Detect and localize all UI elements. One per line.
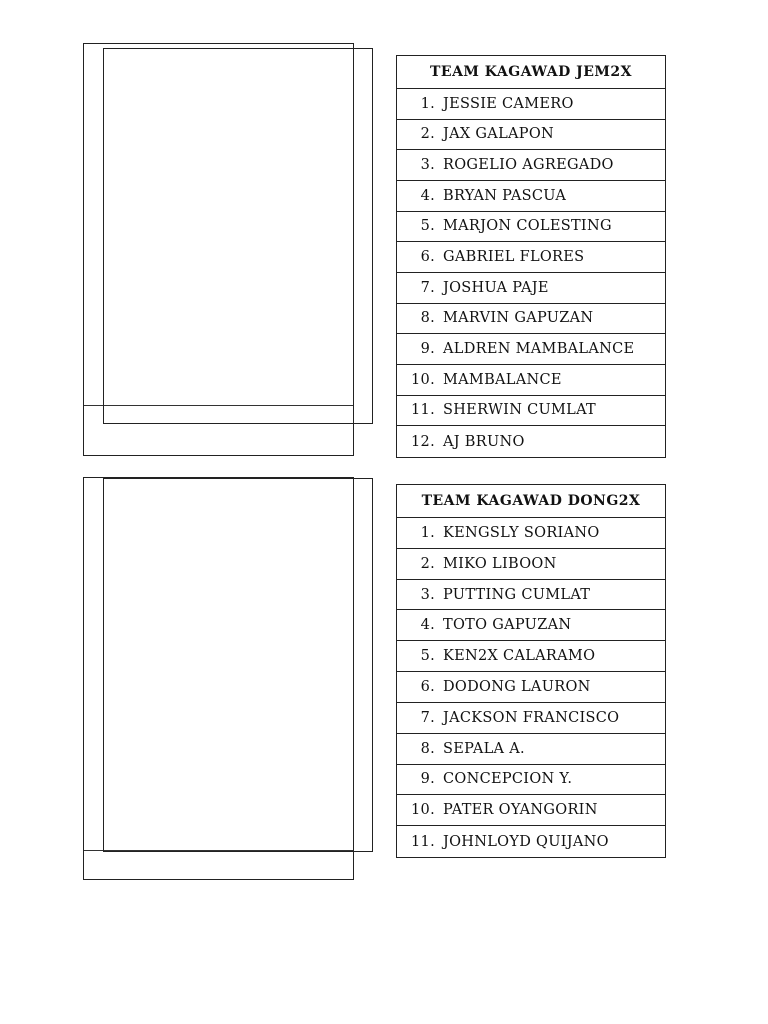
member-name: AJ BRUNO: [443, 433, 525, 450]
member-name: ROGELIO AGREGADO: [443, 157, 614, 174]
member-number: 4.: [420, 617, 435, 634]
member-row: [397, 365, 665, 396]
member-name: SEPALA A.: [443, 740, 525, 757]
member-row: [397, 181, 665, 212]
member-row: [397, 703, 665, 734]
member-number: 1.: [420, 95, 435, 112]
member-name: MAMBALANCE: [443, 371, 562, 388]
member-row: [397, 150, 665, 181]
member-name: MARJON COLESTING: [443, 218, 612, 235]
member-name: SHERWIN CUMLAT: [443, 402, 597, 419]
member-row: [397, 304, 665, 335]
member-number: 8.: [420, 310, 435, 327]
member-name: MARVIN GAPUZAN: [443, 310, 594, 327]
member-name: TOTO GAPUZAN: [443, 617, 572, 634]
member-row: [397, 120, 665, 151]
member-number: 6.: [420, 249, 435, 266]
member-row: [397, 610, 665, 641]
member-row: [397, 273, 665, 304]
member-row: [397, 334, 665, 365]
member-number: 12.: [411, 433, 435, 450]
member-row: [397, 580, 665, 611]
member-name: PATER OYANGORIN: [443, 802, 598, 819]
member-number: 10.: [411, 371, 435, 388]
member-name: JAX GALAPON: [443, 126, 555, 143]
member-name: JOSHUA PAJE: [443, 279, 549, 296]
member-row: [397, 212, 665, 243]
table-title: TEAM KAGAWAD JEM2X: [397, 56, 665, 89]
member-number: 7.: [420, 709, 435, 726]
member-row: [397, 518, 665, 549]
team-jem2x-table: [396, 55, 666, 458]
overlapped-team-panel-top-layer: [103, 48, 373, 424]
member-name: JESSIE CAMERO: [443, 95, 574, 112]
member-number: 1.: [420, 524, 435, 541]
member-number: 3.: [420, 157, 435, 174]
member-number: 3.: [420, 586, 435, 603]
member-number: 5.: [420, 648, 435, 665]
table-title: TEAM KAGAWAD DONG2X: [397, 485, 665, 518]
member-name: PUTTING CUMLAT: [443, 586, 591, 603]
member-row: [397, 765, 665, 796]
member-number: 9.: [420, 771, 435, 788]
member-number: 6.: [420, 678, 435, 695]
member-number: 8.: [420, 740, 435, 757]
member-name: GABRIEL FLORES: [443, 249, 585, 266]
member-name: ALDREN MAMBALANCE: [443, 341, 635, 358]
member-row: [397, 672, 665, 703]
member-name: MIKO LIBOON: [443, 555, 557, 572]
member-row: [397, 826, 665, 857]
member-number: 2.: [420, 126, 435, 143]
member-number: 2.: [420, 555, 435, 572]
member-name: KENGSLY SORIANO: [443, 524, 600, 541]
team-dong2x-table: [396, 484, 666, 858]
member-name: KEN2X CALARAMO: [443, 648, 596, 665]
member-name: CONCEPCION Y.: [443, 771, 573, 788]
member-name: BRYAN PASCUA: [443, 187, 567, 204]
member-row: [397, 795, 665, 826]
member-name: DODONG LAURON: [443, 678, 591, 695]
member-number: 5.: [420, 218, 435, 235]
overlapped-team-panel-bottom-layer: [103, 478, 373, 852]
member-number: 7.: [420, 279, 435, 296]
member-row: [397, 242, 665, 273]
member-row: [397, 89, 665, 120]
member-row: [397, 549, 665, 580]
member-number: 10.: [411, 802, 435, 819]
member-row: [397, 426, 665, 457]
member-number: 11.: [411, 833, 435, 850]
member-name: JOHNLOYD QUIJANO: [443, 833, 609, 850]
member-number: 11.: [411, 402, 435, 419]
member-list: [397, 89, 665, 457]
member-name: JACKSON FRANCISCO: [443, 709, 620, 726]
member-row: [397, 396, 665, 427]
member-number: 4.: [420, 187, 435, 204]
member-number: 9.: [420, 341, 435, 358]
member-row: [397, 641, 665, 672]
member-row: [397, 734, 665, 765]
member-list: [397, 518, 665, 857]
